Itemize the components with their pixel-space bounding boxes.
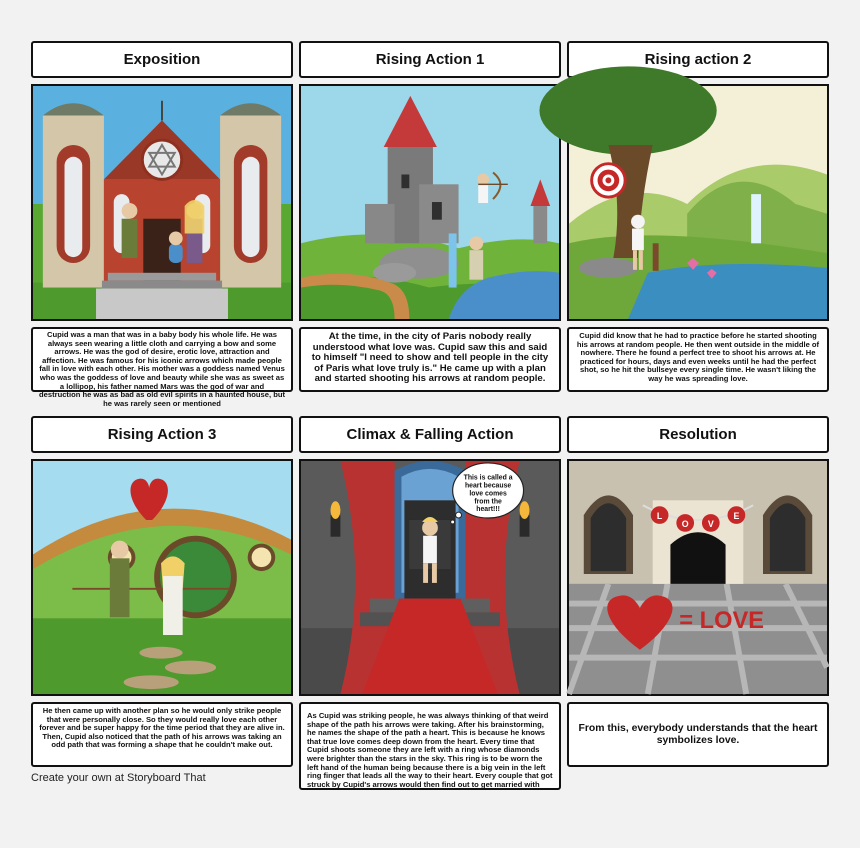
speech-bubble-line-5: heart!!! bbox=[476, 506, 500, 514]
panel-title-rising-action-2: Rising action 2 bbox=[567, 41, 829, 78]
banner-letter-o: O bbox=[681, 518, 689, 529]
banner-letter-l: L bbox=[656, 511, 663, 522]
panel-text-rising-action-2: Cupid did know that he had to practice before he started shooting his arrows at random people. He then went outside in the middle of nowhere. There he found a perfect tree to shoot his arrows at. He practiced for hours, days and even weeks until he had the perfect shot, so he hit the bullseye every single time. He wasn't liking the way he was spreading love. bbox=[567, 327, 829, 392]
panel-text-exposition: Cupid was a man that was in a baby body his whole life. He was always seen wearing a little cloth and carrying a bow and some arrows. He was the god of desire, erotic love, attraction and affection. He was famous for his iconic arrows which made people fall in love with each other. His mother was a goddess named Venus who was the goddess of love and beauty while she was as sweet as a lollipop, his father named Mars was the god of war and destruction he was as bad as old evil spirits in a haunted house, but he was rarely seen or mentioned bbox=[31, 327, 293, 392]
speech-bubble-line-3: love comes bbox=[469, 490, 507, 498]
footer-link[interactable]: Create your own at Storyboard That bbox=[31, 772, 206, 784]
panel-title-climax: Climax & Falling Action bbox=[299, 416, 561, 453]
scene-temple-image bbox=[31, 84, 293, 321]
speech-bubble-line-2: heart because bbox=[464, 482, 512, 490]
panel-text-resolution: From this, everybody understands that the heart symbolizes love. bbox=[567, 702, 829, 767]
panel-title-rising-action-3: Rising Action 3 bbox=[31, 416, 293, 453]
love-equation: = LOVE bbox=[679, 608, 764, 635]
panel-title-rising-action-1: Rising Action 1 bbox=[299, 41, 561, 78]
panel-title-resolution: Resolution bbox=[567, 416, 829, 453]
scene-target-practice-image bbox=[567, 84, 829, 321]
scene-hobbit-house-image bbox=[31, 459, 293, 696]
banner-letter-e: E bbox=[733, 511, 740, 522]
banner-letter-v: V bbox=[707, 518, 714, 529]
scene-castle-image bbox=[299, 84, 561, 321]
panel-title-exposition: Exposition bbox=[31, 41, 293, 78]
speech-bubble-line-1: This is called a bbox=[463, 474, 513, 482]
panel-text-climax: As Cupid was striking people, he was always thinking of that weird shape of the path his arrows were taking. After his brainstorming, he names the shape of the path a heart. This is because he knows that true love comes deep down from the heart. Every time that Cupid shoots someone they are left with a ring whose diamonds were brighter than the stars in the sky. This ring is to be worn the left hand of the human being because there is a big vein in the left ring finger that leads all the way to their heart. Every couple that got struck by Cupid's arrows would then find out to get married with bbox=[299, 702, 561, 790]
panel-text-rising-action-1: At the time, in the city of Paris nobody really understood what love was. Cupid saw this and said to himself "I need to show and tell people in the city of Paris what love truly is." He came up with a plan and started shooting his arrows at random people. bbox=[299, 327, 561, 392]
scene-throne-room-image bbox=[299, 459, 561, 696]
scene-love-hall-image bbox=[567, 459, 829, 696]
panel-text-rising-action-3: He then came up with another plan so he would only strike people that were personally close. So they would really love each other forever and be super happy for the time period that they are alive in. Then, Cupid also noticed that the path of his arrows was taking an odd path that was forming a shape that he couldn't make out. bbox=[31, 702, 293, 767]
speech-bubble-line-4: from the bbox=[474, 498, 502, 506]
